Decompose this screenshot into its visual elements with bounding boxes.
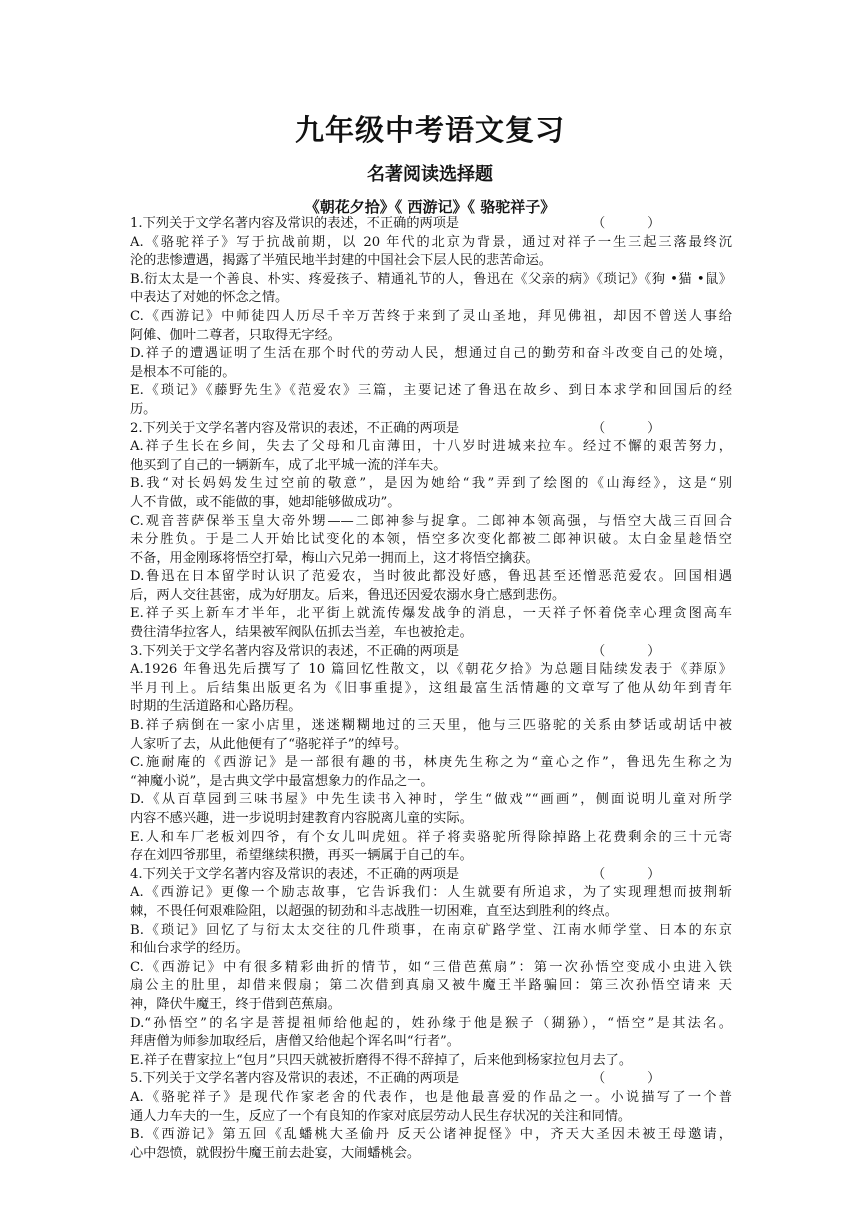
text-line xyxy=(130,382,732,401)
line-text: 人不肯做，或不能做的事，她却能够做成功”。 xyxy=(130,494,401,510)
text-line xyxy=(130,661,732,680)
line-text: C.《西游记》中师徒四人历尽千辛万苦终于来到了灵山圣地，拜见佛祖，却因不曾送人事给 xyxy=(130,308,732,324)
line-text: C.观音菩萨保举玉皇大帝外甥——二郎神参与捉拿。二郎神本领高强，与悟空大战三百回合 xyxy=(130,513,732,529)
line-text: E.祥子在曹家拉上“包月”只四天就被折磨得不得不辞掉了，后来他到杨家拉包月去了。 xyxy=(130,1052,633,1068)
line-text: “神魔小说”，是古典文学中最富想象力的作品之一。 xyxy=(130,773,434,789)
text-line xyxy=(130,810,732,829)
text-line xyxy=(130,401,732,420)
text-line xyxy=(130,475,732,494)
line-text: 棘，不畏任何艰难险阻，以超强的韧劲和斗志战胜一切困难，直至达到胜利的终点。 xyxy=(130,903,618,919)
line-text: C.《西游记》中有很多精彩曲折的情节，如“三借芭蕉扇”：第一次孙悟空变成小虫进入铁 xyxy=(130,959,732,975)
question-stem xyxy=(130,866,732,885)
text-line xyxy=(130,289,732,308)
text-line xyxy=(130,513,732,532)
text-line xyxy=(130,438,732,457)
text-line xyxy=(130,1033,732,1052)
line-text: 2.下列关于文学名著内容及常识的表述，不正确的两项是 xyxy=(130,420,460,436)
line-text: 他买到了自己的一辆新车，成了北平城一流的洋车夫。 xyxy=(130,457,447,473)
line-text: 1.下列关于文学名著内容及常识的表述，不正确的两项是 xyxy=(130,216,460,231)
line-text: 和仙台求学的经历。 xyxy=(130,941,249,957)
document-title: 九年级中考语文复习 xyxy=(294,113,565,147)
text-line xyxy=(130,531,732,550)
text-line xyxy=(130,271,732,290)
text-line xyxy=(130,829,732,848)
line-text: B.我“对长妈妈发生过空前的敬意”，是因为她给“我”弄到了绘图的《山海经》，这是“别 xyxy=(130,476,732,492)
text-line xyxy=(130,1108,732,1127)
line-text: 4.下列关于文学名著内容及常识的表述，不正确的两项是 xyxy=(130,866,460,882)
question-stem xyxy=(130,643,732,662)
line-text: B.《西游记》第五回《乱蟠桃大圣偷丹 反天公诸神捉怪》中，齐天大圣因未被王母邀请， xyxy=(130,1127,732,1143)
text-line xyxy=(130,1126,732,1145)
line-text: 人家听了去，从此他便有了“骆驼祥子”的绰号。 xyxy=(130,736,408,752)
line-text: 神，降伏牛魔王，终于借到芭蕉扇。 xyxy=(130,996,341,1012)
line-text: 心中怨愤，就假扮牛魔王前去赴宴，大闹蟠桃会。 xyxy=(130,1145,421,1161)
question-stem xyxy=(130,215,732,234)
text-line xyxy=(130,847,732,866)
question-stem xyxy=(130,420,732,439)
line-text: 时期的生活道路和心路历程。 xyxy=(130,699,302,715)
text-line xyxy=(130,1052,732,1071)
books-heading: 《朝花夕拾》《 西游记》《 骆驼祥子》 xyxy=(304,198,556,216)
text-line xyxy=(130,884,732,903)
line-text: A.《骆驼祥子》是现代作家老舍的代表作，也是他最喜爱的作品之一。小说描写了一个普 xyxy=(130,1089,732,1105)
line-text: 阿傩、伽叶二尊者，只取得无字经。 xyxy=(130,327,341,343)
text-line xyxy=(130,922,732,941)
answer-blank: （ ） xyxy=(592,216,661,231)
line-text: E.祥子买上新车才半年，北平街上就流传爆发战争的消息，一天祥子怀着侥幸心理贪图高车 xyxy=(130,606,732,622)
line-text: C.施耐庵的《西游记》是一部很有趣的书，林庚先生称之为“童心之作”，鲁迅先生称之为 xyxy=(130,755,732,771)
text-line xyxy=(130,327,732,346)
text-line xyxy=(130,1145,732,1164)
line-text: B.衍太太是一个善良、朴实、疼爱孩子、精通礼节的人，鲁迅在《父亲的病》《琐记》《狗 •猫 •鼠》 xyxy=(130,271,732,287)
line-text: D.“孙悟空”的名字是菩提祖师给他起的，姓孙缘于他是猴子（猢狲），“悟空”是其法名。 xyxy=(130,1015,732,1031)
line-text: 内容不感兴趣，进一步说明封建教育内容脱离儿童的实际。 xyxy=(130,811,473,826)
question-list xyxy=(130,215,732,1163)
answer-blank: （ ） xyxy=(592,1071,661,1087)
text-line xyxy=(130,587,732,606)
line-text: 扇公主的肚里，却借来假扇；第二次借到真扇又被牛魔王半路骗回：第三次孙悟空请来 天 xyxy=(130,978,732,994)
text-line xyxy=(130,717,732,736)
text-line xyxy=(130,568,732,587)
text-line xyxy=(130,977,732,996)
line-text: 半月刊上。后结集出版更名为《旧事重提》，这组最富生活情趣的文章写了他从幼年到青年 xyxy=(130,680,732,696)
answer-blank: （ ） xyxy=(592,420,661,436)
document-subtitle: 名著阅读选择题 xyxy=(367,164,493,185)
line-text: E.《琐记》《藤野先生》《范爱农》三篇，主要记述了鲁迅在故乡、到日本求学和回国后的经 xyxy=(130,383,732,399)
text-line xyxy=(130,1015,732,1034)
text-line xyxy=(130,903,732,922)
text-line xyxy=(130,736,732,755)
text-line xyxy=(130,252,732,271)
line-text: 拜唐僧为师参加取经后，唐僧又给他起个诨名叫“行者”。 xyxy=(130,1034,460,1050)
text-line xyxy=(130,1089,732,1108)
answer-blank: （ ） xyxy=(592,866,661,882)
text-line xyxy=(130,550,732,569)
line-text: E.人和车厂老板刘四爷，有个女儿叫虎妞。祥子将卖骆驼所得除掉路上花费剩余的三十元寄 xyxy=(130,829,732,845)
text-line xyxy=(130,754,732,773)
line-text: 5.下列关于文学名著内容及常识的表述，不正确的两项是 xyxy=(130,1071,460,1087)
text-line xyxy=(130,345,732,364)
text-line xyxy=(130,308,732,327)
text-line xyxy=(130,624,732,643)
line-text: D.鲁迅在日本留学时认识了范爱农，当时彼此都没好感，鲁迅甚至还憎恶范爱农。回国相遇 xyxy=(130,569,732,585)
line-text: A.祥子生长在乡间，失去了父母和几亩薄田，十八岁时进城来拉车。经过不懈的艰苦努力， xyxy=(130,439,732,455)
question-stem xyxy=(130,1070,732,1089)
line-text: D.《从百草园到三味书屋》中先生读书入神时，学生“做戏”“画画”，侧面说明儿童对所学 xyxy=(130,792,732,808)
text-line xyxy=(130,457,732,476)
line-text: A.《骆驼祥子》写于抗战前期，以 20 年代的北京为背景，通过对祥子一生三起三落最终沉 xyxy=(130,234,732,250)
line-text: 3.下列关于文学名著内容及常识的表述，不正确的两项是 xyxy=(130,643,460,659)
line-text: 通人力车夫的一生，反应了一个有良知的作家对底层劳动人民生存状况的关注和同情。 xyxy=(130,1108,632,1124)
text-line xyxy=(130,234,732,253)
line-text: B.《琐记》回忆了与衍太太交往的几件琐事，在南京矿路学堂、江南水师学堂、日本的东京 xyxy=(130,922,732,938)
text-line xyxy=(130,364,732,383)
line-text: A.1926 年鲁迅先后撰写了 10 篇回忆性散文，以《朝花夕拾》为总题目陆续发表于《莽原》 xyxy=(130,662,732,678)
text-line xyxy=(130,698,732,717)
text-line xyxy=(130,791,732,810)
line-text: 是根本不可能的。 xyxy=(130,364,236,380)
text-line xyxy=(130,959,732,978)
line-text: 存在刘四爷那里，希望继续积攒，再买一辆属于自己的车。 xyxy=(130,848,473,864)
line-text: D.祥子的遭遇证明了生活在那个时代的劳动人民，想通过自己的勤劳和奋斗改变自己的处境， xyxy=(130,346,732,362)
text-line xyxy=(130,494,732,513)
line-text: 未分胜负。于是二人开始比试变化的本领，悟空多次变化都被二郎神识破。太白金星趁悟空 xyxy=(130,532,732,548)
text-line xyxy=(130,940,732,959)
line-text: 中表达了对她的怀念之情。 xyxy=(130,290,289,306)
answer-blank: （ ） xyxy=(592,643,661,659)
line-text: 不备，用金刚琢将悟空打晕，梅山六兄弟一拥而上，这才将悟空擒获。 xyxy=(130,550,539,566)
line-text: 历。 xyxy=(130,401,157,417)
text-line xyxy=(130,680,732,699)
text-line xyxy=(130,605,732,624)
text-line xyxy=(130,773,732,792)
line-text: A.《西游记》更像一个励志故事，它告诉我们：人生就要有所追求，为了实现理想而披荆斩 xyxy=(130,885,732,901)
line-text: 沦的悲惨遭遇，揭露了半殖民地半封建的中国社会下层人民的悲苦命运。 xyxy=(130,253,552,269)
line-text: 后，两人交往甚密，成为好朋友。后来，鲁迅还因爱农溺水身亡感到悲伤。 xyxy=(130,587,566,603)
line-text: 费往清华拉客人，结果被军阀队伍抓去当差，车也被抢走。 xyxy=(130,625,473,641)
line-text: B.祥子病倒在一家小店里，迷迷糊糊地过的三天里，他与三匹骆驼的关系由梦话或胡话中被 xyxy=(130,718,732,734)
text-line xyxy=(130,996,732,1015)
